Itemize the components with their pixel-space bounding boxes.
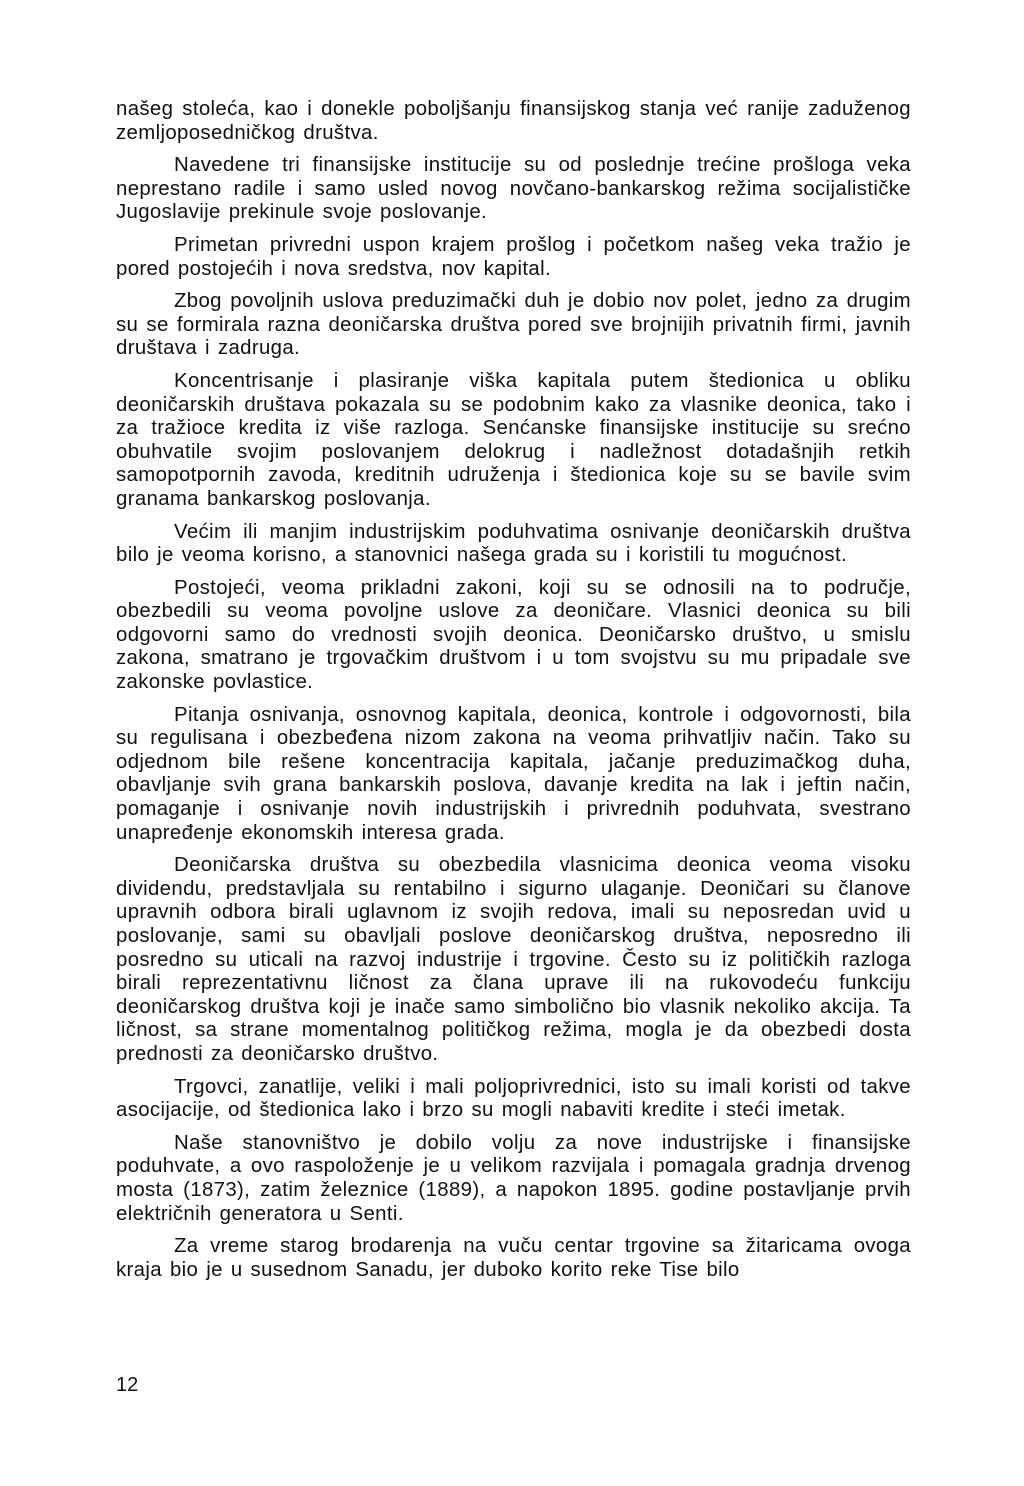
paragraph: Navedene tri finansijske institucije su od poslednje trećine prošloga veka neprestano radile i samo usled novog novčano-bankarskog režima socijalističke Jugoslavije prekinule svoje poslovanje.	[116, 154, 911, 224]
paragraph: Koncentrisanje i plasiranje viška kapitala putem štedionica u obliku deoničarskih društava pokazala su se podobnim kako za vlasnike deonica, tako i za tražioce kredita iz više razloga. Senćanske finansijske institucije su srećno obuhvatile svojim poslovanjem delokrug i nadležnost dotadašnjih retkih samopotpornih zavoda, kreditnih udruženja i štedionica koje su se bavile svim granama bankarskog poslovanja.	[116, 369, 911, 510]
paragraph: Pitanja osnivanja, osnovnog kapitala, deonica, kontrole i odgovornosti, bila su regulisana i obezbeđena nizom zakona na veoma prihvatljiv način. Tako su odjednom bile rešene koncentracija kapitala, jačanje preduzimačkog duha, obavljanje svih grana bankarskih poslova, davanje kredita na lak i jeftin način, pomaganje i osnivanje novih industrijskih i privrednih poduhvata, svestrano unapređenje ekonomskih interesa grada.	[116, 703, 911, 844]
paragraph: Većim ili manjim industrijskim poduhvatima osnivanje deoničarskih društva bilo je veoma korisno, a stanovnici našega grada su i koristili tu mogućnost.	[116, 520, 911, 567]
paragraph: Trgovci, zanatlije, veliki i mali poljoprivrednici, isto su imali koristi od takve asocijacije, od štedionica lako i brzo su mogli nabaviti kredite i steći imetak.	[116, 1075, 911, 1122]
paragraph: Postojeći, veoma prikladni zakoni, koji su se odnosili na to područje, obezbedili su veoma povoljne uslove za deoničare. Vlasnici deonica su bili odgovorni samo do vrednosti svojih deonica. Deoničarsko društvo, u smislu zakona, smatrano je trgovačkim društvom i u tom svojstvu su mu pripadale sve zakonske povlastice.	[116, 576, 911, 694]
paragraph: Za vreme starog brodarenja na vuču centar trgovine sa žitaricama ovoga kraja bio je u susednom Sanadu, jer duboko korito reke Tise bilo	[116, 1235, 911, 1281]
paragraph: Naše stanovništvo je dobilo volju za nove industrijske i finansijske poduhvate, a ovo raspoloženje je u velikom razvijala i pomagala gradnja drvenog mosta (1873), zatim železnice (1889), a napokon 1895. godine postavljanje prvih električnih generatora u Senti.	[116, 1131, 911, 1225]
page-number: 12	[116, 1374, 139, 1396]
page-body	[116, 98, 911, 1291]
paragraph-continued: našeg stoleća, kao i donekle poboljšanju finansijskog stanja već ranije zaduženog zemljoposedničkog društva.	[116, 98, 911, 144]
paragraph: Zbog povoljnih uslova preduzimački duh je dobio nov polet, jedno za drugim su se formirala razna deoničarska društva pored sve brojnijih privatnih firmi, javnih društava i zadruga.	[116, 290, 911, 360]
paragraph: Deoničarska društva su obezbedila vlasnicima deonica veoma visoku dividendu, predstavljala su rentabilno i sigurno ulaganje. Deoničari su članove upravnih odbora birali uglavnom iz svojih redova, imali su neposredan uvid u poslovanje, sami su obavljali poslove deoničarskog društva, neposredno ili posredno su uticali na razvoj industrije i trgovine. Često su iz političkih razloga birali reprezentativnu ličnost za člana uprave ili na rukovodeću funkciju deoničarskog društva koji je inače samo simbolično bio vlasnik nekoliko akcija. Ta ličnost, sa strane momentalnog političkog režima, mogla je da obezbedi dosta prednosti za deoničarsko društvo.	[116, 854, 911, 1065]
paragraph: Primetan privredni uspon krajem prošlog i početkom našeg veka tražio je pored postojećih i nova sredstva, nov kapital.	[116, 233, 911, 280]
